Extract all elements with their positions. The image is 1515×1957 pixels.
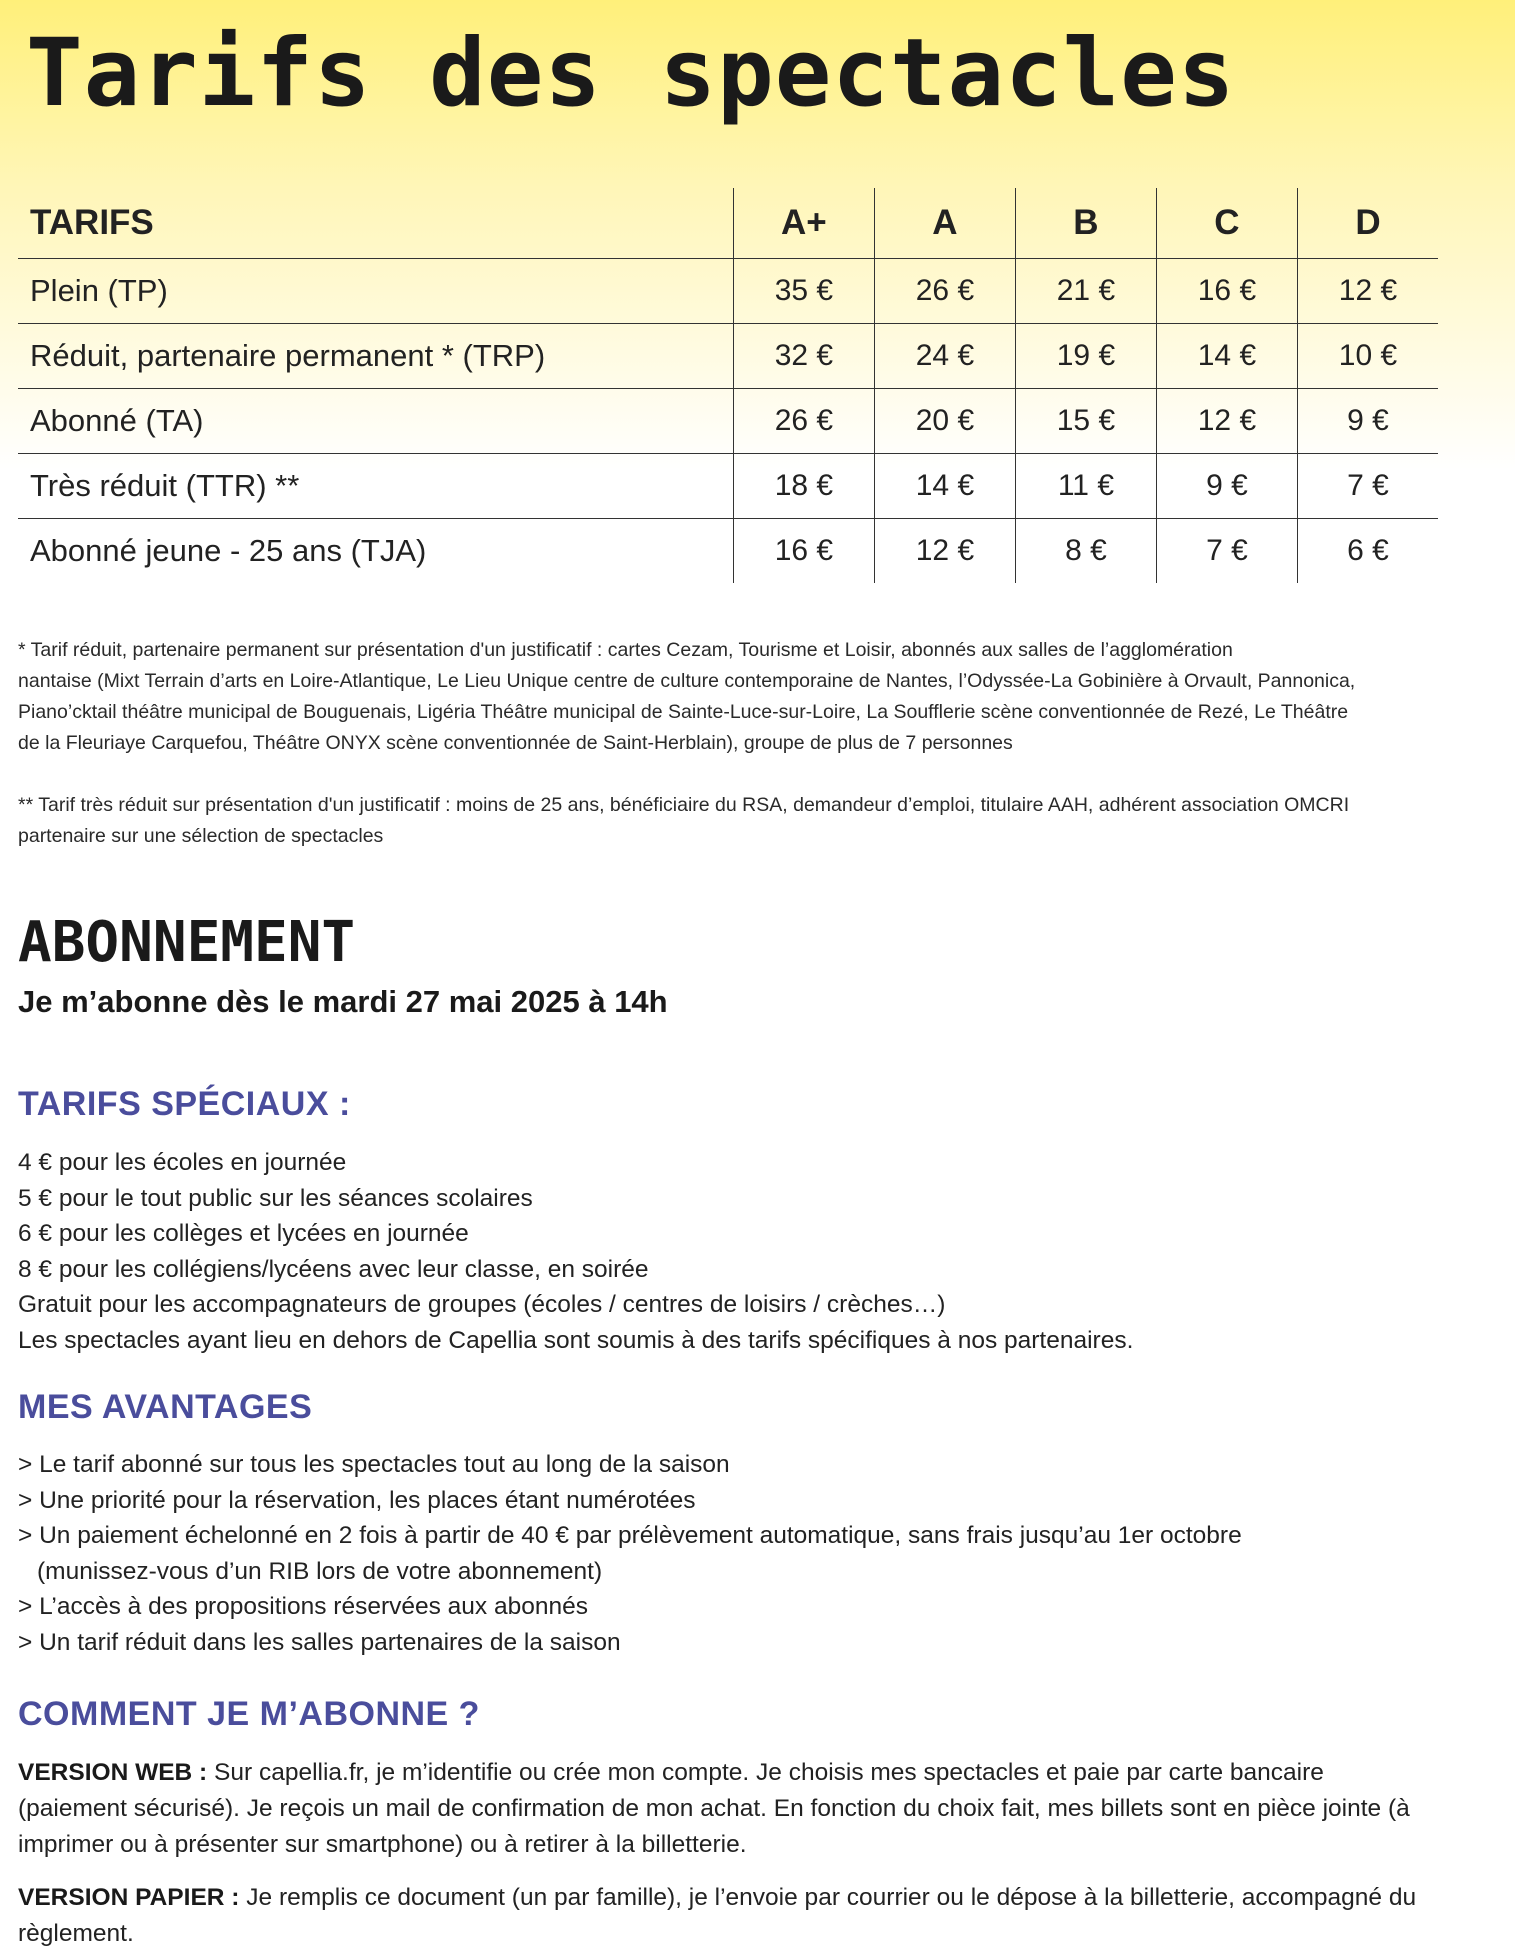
row-label: Abonné jeune - 25 ans (TJA) — [30, 533, 427, 568]
row-label: Plein (TP) — [18, 259, 733, 324]
list-item: (munissez-vous d’un RIB lors de votre abonnement) — [37, 1557, 603, 1585]
version-web-text: Sur capellia.fr, je m’identifie ou crée mon compte. Je choisis mes spectacles et paie par carte bancaire (paiement sécurisé). Je reçois un mail de confirmation de mon achat. En fonction du choix fait, mes billets sont en pièce jointe (à imprimer ou à présenter sur smartphone) ou à retirer à la billetterie. — [18, 1759, 1410, 1858]
row-label: Très réduit (TTR) ** — [18, 454, 733, 519]
row-label: Abonné (TA) — [18, 389, 733, 454]
list-item: > Un paiement échelonné en 2 fois à partir de 40 € par prélèvement automatique, sans frais jusqu’au 1er octobre — [18, 1522, 1242, 1549]
list-item: 8 € pour les collégiens/lycéens avec leur classe, en soirée — [18, 1255, 649, 1283]
version-papier-label: VERSION PAPIER : — [18, 1884, 240, 1911]
table-header-tarifs: TARIFS — [18, 188, 733, 259]
price-table — [18, 188, 1438, 583]
tarifs-speciaux-list — [18, 1145, 1438, 1358]
tarifs-speciaux-heading: TARIFS SPÉCIAUX : — [18, 1085, 351, 1123]
price-cell: 12 € — [874, 519, 1015, 584]
price-cell: 21 € — [1015, 259, 1156, 324]
table-header-row — [18, 188, 1438, 259]
price-cell: 6 € — [1297, 519, 1438, 584]
version-papier-paragraph — [18, 1880, 1438, 1952]
footnote-line: partenaire sur une sélection de spectacles — [18, 825, 384, 847]
list-item: 5 € pour le tout public sur les séances scolaires — [18, 1184, 533, 1212]
list-item: 4 € pour les écoles en journée — [18, 1149, 347, 1176]
table-row — [18, 259, 1438, 324]
footnote-line: ** Tarif très réduit sur présentation d'un justificatif : moins de 25 ans, bénéficiaire du RSA, demandeur d’emploi, titulaire AAH, adhérent association OMCRI — [18, 794, 1350, 816]
footnote-tarif-tres-reduit — [18, 790, 1418, 852]
list-item: > Le tarif abonné sur tous les spectacles tout au long de la saison — [18, 1451, 730, 1478]
footnote-line: * Tarif réduit, partenaire permanent sur présentation d'un justificatif : cartes Cezam, Tourisme et Loisir, abonnés aux salles de l’agglomération — [18, 639, 1233, 661]
price-cell: 7 € — [1156, 519, 1297, 584]
avantages-list — [18, 1447, 1438, 1660]
page-title: Tarifs des spectacles — [26, 19, 1236, 128]
footnote-line: nantaise (Mixt Terrain d’arts en Loire-Atlantique, Le Lieu Unique centre de culture contemporaine de Nantes, l’Odyssée-La Gobinière à Orvault, Pannonica, — [18, 670, 1356, 692]
list-item: 6 € pour les collèges et lycées en journée — [18, 1220, 469, 1247]
table-header-d: D — [1297, 188, 1438, 259]
list-item: > L’accès à des propositions réservées aux abonnés — [18, 1593, 588, 1620]
price-cell: 9 € — [1297, 389, 1438, 454]
price-cell: 20 € — [874, 389, 1015, 454]
footnote-line: Piano’cktail théâtre municipal de Bouguenais, Ligéria Théâtre municipal de Sainte-Luce-sur-Loire, La Soufflerie scène conventionnée de Rezé, Le Théâtre — [18, 701, 1349, 723]
avantages-heading: MES AVANTAGES — [18, 1388, 313, 1426]
price-cell: 24 € — [874, 324, 1015, 389]
abonnement-subtitle: Je m’abonne dès le mardi 27 mai 2025 à 14h — [18, 984, 668, 1019]
table-header-b: B — [1015, 188, 1156, 259]
price-cell: 26 € — [733, 389, 874, 454]
price-cell: 8 € — [1015, 519, 1156, 584]
list-item: > Une priorité pour la réservation, les places étant numérotées — [18, 1486, 696, 1514]
table-header-a: A — [874, 188, 1015, 259]
version-papier-text: Je remplis ce document (un par famille), je l’envoie par courrier ou le dépose à la billetterie, accompagné du règlement. — [18, 1884, 1417, 1947]
table-row — [18, 389, 1438, 454]
price-cell: 19 € — [1015, 324, 1156, 389]
list-item: > Un tarif réduit dans les salles partenaires de la saison — [18, 1628, 621, 1656]
price-cell: 16 € — [1156, 259, 1297, 324]
list-item: Les spectacles ayant lieu en dehors de Capellia sont soumis à des tarifs spécifiques à nos partenaires. — [18, 1326, 1134, 1354]
table-header-a-plus: A+ — [733, 188, 874, 259]
price-cell: 12 € — [1156, 389, 1297, 454]
table-header-c: C — [1156, 188, 1297, 259]
table-row — [18, 324, 1438, 389]
price-cell: 16 € — [733, 519, 874, 584]
footnote-line: de la Fleuriaye Carquefou, Théâtre ONYX scène conventionnée de Saint-Herblain), groupe de plus de 7 personnes — [18, 732, 1013, 754]
price-cell: 14 € — [1156, 324, 1297, 389]
version-web-label: VERSION WEB : — [18, 1759, 208, 1786]
price-cell: 18 € — [733, 454, 874, 519]
price-cell: 32 € — [733, 324, 874, 389]
price-cell: 9 € — [1156, 454, 1297, 519]
price-cell: 7 € — [1297, 454, 1438, 519]
table-row — [18, 519, 1438, 584]
version-web-paragraph — [18, 1755, 1438, 1863]
footnote-tarif-reduit — [18, 635, 1418, 759]
price-cell: 26 € — [874, 259, 1015, 324]
price-cell: 10 € — [1297, 324, 1438, 389]
price-cell: 14 € — [874, 454, 1015, 519]
price-cell: 11 € — [1015, 454, 1156, 519]
table-row — [18, 454, 1438, 519]
list-item: Gratuit pour les accompagnateurs de groupes (écoles / centres de loisirs / crèches…) — [18, 1291, 946, 1318]
row-label: Réduit, partenaire permanent * (TRP) — [18, 324, 733, 389]
price-cell: 12 € — [1297, 259, 1438, 324]
comment-abonner-heading: COMMENT JE M’ABONNE ? — [18, 1695, 480, 1733]
price-cell: 15 € — [1015, 389, 1156, 454]
abonnement-title: ABONNEMENT — [18, 910, 356, 975]
price-cell: 35 € — [733, 259, 874, 324]
